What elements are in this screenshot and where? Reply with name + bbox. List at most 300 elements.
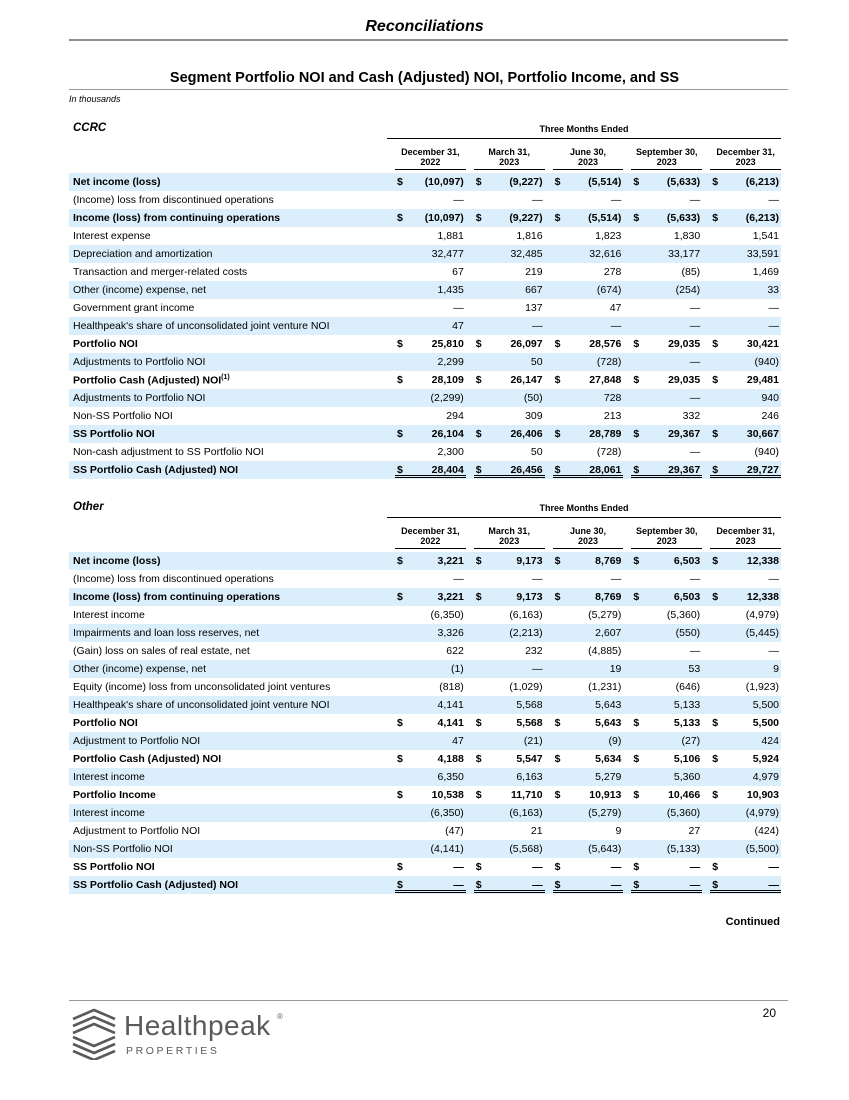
dollar-sign: $	[712, 861, 719, 873]
column-header-date: September 30,	[636, 147, 698, 157]
table-row	[69, 642, 781, 660]
value-cell	[623, 299, 702, 317]
table-row	[69, 768, 781, 786]
row-label: (Income) loss from discontinued operations	[73, 194, 274, 206]
value: 246	[761, 410, 779, 422]
value: 424	[761, 735, 779, 747]
section-label: CCRC	[73, 122, 107, 134]
column-header-year: 2023	[735, 536, 756, 546]
value: (9)	[608, 735, 622, 747]
value-cell	[702, 389, 781, 407]
value: 6,163	[516, 771, 543, 783]
value: 1,469	[752, 266, 779, 278]
value-cell	[623, 371, 702, 389]
table-row	[69, 624, 781, 642]
value-cell	[466, 840, 545, 858]
row-label: Adjustments to Portfolio NOI	[73, 356, 206, 368]
value-cell	[387, 173, 466, 191]
value-cell	[702, 552, 781, 570]
value: 32,477	[431, 248, 464, 260]
table-row	[69, 461, 781, 479]
value: 10,538	[431, 789, 464, 801]
value-cell	[466, 858, 545, 876]
dollar-sign: $	[712, 753, 719, 765]
value: 3,221	[437, 555, 464, 567]
column-header-date: March 31,	[488, 526, 530, 536]
value-cell	[466, 353, 545, 371]
row-label: SS Portfolio Cash (Adjusted) NOI	[73, 879, 239, 891]
value-cell	[387, 696, 466, 714]
dollar-sign: $	[475, 753, 482, 765]
value-cell	[702, 317, 781, 335]
value: —	[689, 302, 701, 314]
value: 2,300	[437, 446, 464, 458]
dollar-sign: $	[712, 212, 719, 224]
value-cell	[623, 281, 702, 299]
value: 2,607	[595, 627, 622, 639]
row-label-cell	[69, 876, 387, 894]
footnote-marker: (1)	[221, 373, 230, 381]
double-underline	[474, 890, 545, 893]
column-header-text	[710, 147, 781, 170]
column-header-text	[553, 526, 624, 549]
dollar-sign: $	[712, 374, 719, 386]
row-label: Government grant income	[73, 302, 195, 314]
value-cell	[623, 588, 702, 606]
column-header-year: 2022	[420, 157, 441, 167]
table-row	[69, 840, 781, 858]
value-cell	[466, 696, 545, 714]
value-cell	[387, 317, 466, 335]
value: (1,923)	[745, 681, 779, 693]
column-header-date: December 31,	[401, 147, 460, 157]
value-cell	[545, 786, 624, 804]
row-label-cell	[69, 461, 387, 479]
value-cell	[466, 552, 545, 570]
value: 3,326	[437, 627, 464, 639]
table-row	[69, 786, 781, 804]
value-cell	[702, 660, 781, 678]
value: —	[689, 446, 701, 458]
value: (940)	[754, 446, 779, 458]
value-cell	[702, 876, 781, 894]
value-cell	[623, 624, 702, 642]
column-header-date: September 30,	[636, 526, 698, 536]
value-cell	[387, 750, 466, 768]
value-cell	[702, 786, 781, 804]
value-cell	[623, 660, 702, 678]
value-cell	[387, 425, 466, 443]
dollar-sign: $	[397, 428, 403, 440]
value: —	[768, 302, 779, 314]
column-header	[623, 521, 702, 552]
table-row	[69, 822, 781, 840]
value-cell	[702, 804, 781, 822]
value-cell	[466, 570, 545, 588]
row-label-cell	[69, 245, 387, 263]
table-row	[69, 299, 781, 317]
value: 30,421	[746, 338, 779, 350]
value: —	[532, 663, 543, 675]
row-label: Transaction and merger-related costs	[73, 266, 248, 278]
value: 47	[609, 302, 622, 314]
column-header-date: December 31,	[716, 526, 775, 536]
value-cell	[702, 245, 781, 263]
double-underline	[553, 475, 624, 478]
value-cell	[623, 227, 702, 245]
value-cell	[387, 588, 466, 606]
value-cell	[702, 281, 781, 299]
column-header-text	[553, 147, 624, 170]
value-cell	[387, 407, 466, 425]
row-label-cell	[69, 642, 387, 660]
value: 28,576	[589, 338, 622, 350]
row-label-cell	[69, 191, 387, 209]
value-cell	[545, 407, 624, 425]
column-header	[623, 142, 702, 173]
value: (728)	[596, 356, 622, 368]
row-label: Portfolio NOI	[73, 338, 138, 350]
value: —	[768, 645, 779, 657]
value-cell	[623, 245, 702, 263]
row-label: Equity (income) loss from unconsolidated joint ventures	[73, 681, 331, 693]
value: —	[768, 879, 779, 891]
value: —	[768, 861, 779, 873]
dollar-sign: $	[633, 861, 640, 873]
value-cell	[702, 371, 781, 389]
dollar-sign: $	[475, 338, 482, 350]
value: —	[689, 861, 701, 873]
column-header-text	[631, 147, 702, 170]
double-underline	[631, 475, 702, 478]
value: —	[689, 879, 701, 891]
value: 4,188	[437, 753, 464, 765]
value: (5,500)	[745, 843, 779, 855]
table-row	[69, 407, 781, 425]
value: 5,634	[595, 753, 622, 765]
value-cell	[545, 624, 624, 642]
value: 11,710	[511, 789, 543, 801]
value: (47)	[445, 825, 464, 837]
dollar-sign: $	[475, 591, 482, 603]
value-cell	[545, 660, 624, 678]
value-cell	[623, 750, 702, 768]
table-row	[69, 245, 781, 263]
value-cell	[545, 642, 624, 660]
footer-rule	[69, 1000, 788, 1001]
value-cell	[387, 732, 466, 750]
column-header-text	[395, 147, 466, 170]
row-label-cell	[69, 371, 387, 389]
value-cell	[387, 227, 466, 245]
value-cell	[387, 353, 466, 371]
row-label-cell	[69, 588, 387, 606]
value-cell	[466, 732, 545, 750]
value-cell	[387, 714, 466, 732]
row-label-cell	[69, 209, 387, 227]
value-cell	[545, 173, 624, 191]
row-label: Adjustment to Portfolio NOI	[73, 735, 201, 747]
value: —	[768, 573, 779, 585]
column-header-date: December 31,	[401, 526, 460, 536]
dollar-sign: $	[712, 428, 719, 440]
row-label-cell	[69, 804, 387, 822]
row-label-cell	[69, 173, 387, 191]
column-header	[466, 521, 545, 552]
value-cell	[387, 858, 466, 876]
value: 6,503	[673, 555, 701, 567]
dollar-sign: $	[554, 717, 561, 729]
value-cell	[702, 588, 781, 606]
value: 1,823	[595, 230, 622, 242]
value-cell	[623, 425, 702, 443]
value: 47	[452, 735, 464, 747]
dollar-sign: $	[712, 879, 719, 891]
dollar-sign: $	[554, 374, 561, 386]
value-cell	[545, 335, 624, 353]
value: 5,133	[673, 699, 701, 711]
dollar-sign: $	[633, 717, 640, 729]
value-cell	[623, 389, 702, 407]
row-label: Income (loss) from continuing operations	[73, 591, 281, 603]
reconciliation-table	[69, 142, 781, 479]
double-underline	[474, 475, 545, 478]
value-cell	[387, 263, 466, 281]
value-cell	[466, 822, 545, 840]
column-header-text	[710, 526, 781, 549]
value-cell	[545, 317, 624, 335]
value-cell	[702, 822, 781, 840]
value: (674)	[596, 284, 622, 296]
value: —	[453, 302, 464, 314]
value-cell	[387, 552, 466, 570]
column-header-date: June 30,	[569, 526, 606, 536]
value-cell	[623, 768, 702, 786]
value: (5,279)	[588, 807, 622, 819]
value: (4,979)	[745, 807, 779, 819]
value: (6,213)	[745, 212, 779, 224]
dollar-sign: $	[712, 464, 719, 476]
dollar-sign: $	[475, 717, 482, 729]
value-cell	[702, 642, 781, 660]
value: (6,213)	[745, 176, 779, 188]
column-header-date: March 31,	[488, 147, 530, 157]
value-cell	[387, 840, 466, 858]
value-cell	[545, 425, 624, 443]
value: 1,881	[437, 230, 464, 242]
table-row	[69, 443, 781, 461]
value: —	[689, 194, 701, 206]
value: —	[689, 392, 701, 404]
value-cell	[466, 443, 545, 461]
value-cell	[466, 461, 545, 479]
column-header	[545, 521, 624, 552]
value: (5,360)	[666, 807, 701, 819]
value: 25,810	[431, 338, 464, 350]
value: —	[689, 573, 701, 585]
row-label-cell	[69, 335, 387, 353]
value: 5,133	[673, 717, 701, 729]
value: (9,227)	[509, 212, 543, 224]
value: 1,541	[752, 230, 779, 242]
value-cell	[545, 858, 624, 876]
row-label: SS Portfolio Cash (Adjusted) NOI	[73, 464, 239, 476]
value-cell	[545, 714, 624, 732]
value-cell	[623, 642, 702, 660]
value: 53	[688, 663, 701, 675]
table-row	[69, 552, 781, 570]
table-row	[69, 317, 781, 335]
row-label-cell	[69, 425, 387, 443]
value-cell	[466, 660, 545, 678]
value: (6,350)	[430, 609, 464, 621]
table-row	[69, 732, 781, 750]
dollar-sign: $	[397, 789, 403, 801]
value-cell	[466, 263, 545, 281]
table-row	[69, 209, 781, 227]
value-cell	[466, 371, 545, 389]
value-cell	[702, 425, 781, 443]
value-cell	[623, 191, 702, 209]
dollar-sign: $	[633, 374, 640, 386]
row-label: Interest income	[73, 609, 145, 621]
value: 940	[761, 392, 779, 404]
value-cell	[387, 786, 466, 804]
value-cell	[702, 858, 781, 876]
column-header-text	[395, 526, 466, 549]
column-header-year: 2023	[577, 157, 598, 167]
value-cell	[545, 245, 624, 263]
row-label-cell	[69, 786, 387, 804]
value: 10,466	[668, 789, 701, 801]
dollar-sign: $	[633, 464, 640, 476]
dollar-sign: $	[397, 212, 403, 224]
value: —	[610, 194, 622, 206]
value-cell	[466, 624, 545, 642]
value-cell	[702, 299, 781, 317]
double-underline	[395, 475, 466, 478]
column-header	[387, 142, 466, 173]
value: (6,163)	[509, 609, 543, 621]
value-cell	[545, 371, 624, 389]
value: 28,404	[431, 464, 464, 476]
row-label-cell	[69, 317, 387, 335]
value-cell	[702, 678, 781, 696]
dollar-sign: $	[554, 338, 561, 350]
row-label-cell	[69, 353, 387, 371]
value: —	[532, 194, 543, 206]
double-underline	[553, 890, 624, 893]
column-header-year: 2022	[420, 536, 441, 546]
row-label: Non-cash adjustment to SS Portfolio NOI	[73, 446, 264, 458]
value: 309	[525, 410, 543, 422]
row-label-cell	[69, 443, 387, 461]
table-row	[69, 570, 781, 588]
table-row	[69, 173, 781, 191]
value: 1,816	[516, 230, 543, 242]
value: (254)	[675, 284, 701, 296]
dollar-sign: $	[554, 176, 561, 188]
value-cell	[623, 714, 702, 732]
column-header	[702, 142, 781, 173]
dollar-sign: $	[712, 555, 719, 567]
value: (728)	[596, 446, 622, 458]
table-row	[69, 335, 781, 353]
row-label: Healthpeak's share of unconsolidated joint venture NOI	[73, 320, 330, 332]
value-cell	[702, 624, 781, 642]
value-cell	[466, 750, 545, 768]
dollar-sign: $	[712, 591, 719, 603]
value-cell	[466, 209, 545, 227]
value: 5,568	[516, 699, 543, 711]
value: 29,035	[668, 374, 701, 386]
value-cell	[623, 876, 702, 894]
value: 332	[682, 410, 701, 422]
column-header-date: June 30,	[569, 147, 606, 157]
dollar-sign: $	[712, 789, 719, 801]
value: 50	[530, 356, 543, 368]
row-label-cell	[69, 570, 387, 588]
dollar-sign: $	[397, 338, 403, 350]
value-cell	[623, 317, 702, 335]
row-label: (Gain) loss on sales of real estate, net	[73, 645, 250, 657]
row-label: SS Portfolio NOI	[73, 428, 155, 440]
dollar-sign: $	[712, 176, 719, 188]
row-label: Portfolio Cash (Adjusted) NOI	[73, 374, 222, 387]
dollar-sign: $	[397, 176, 403, 188]
period-header: Three Months Ended	[539, 503, 629, 513]
value-cell	[466, 678, 545, 696]
table-row	[69, 678, 781, 696]
value-cell	[623, 822, 702, 840]
value-cell	[545, 299, 624, 317]
dollar-sign: $	[712, 717, 719, 729]
value-cell	[466, 407, 545, 425]
value: 6,503	[673, 591, 701, 603]
value: 10,903	[746, 789, 779, 801]
dollar-sign: $	[554, 861, 561, 873]
value: (1)	[450, 663, 464, 675]
dollar-sign: $	[397, 753, 403, 765]
value-cell	[387, 570, 466, 588]
value: (4,141)	[430, 843, 464, 855]
value-cell	[702, 335, 781, 353]
value: —	[610, 320, 622, 332]
value-cell	[466, 317, 545, 335]
value-cell	[702, 696, 781, 714]
table-row	[69, 876, 781, 894]
table-row	[69, 389, 781, 407]
row-label-cell	[69, 407, 387, 425]
value: —	[768, 320, 779, 332]
period-header-rule	[387, 517, 781, 518]
value: (10,097)	[424, 212, 464, 224]
value-cell	[623, 461, 702, 479]
value-cell	[702, 227, 781, 245]
value: 5,500	[752, 717, 779, 729]
value-cell	[623, 786, 702, 804]
dollar-sign: $	[475, 879, 482, 891]
table-row	[69, 858, 781, 876]
value: 12,338	[746, 591, 779, 603]
value-cell	[545, 389, 624, 407]
value-cell	[702, 173, 781, 191]
dollar-sign: $	[475, 861, 482, 873]
value-cell	[387, 281, 466, 299]
value: (1,231)	[588, 681, 622, 693]
row-label: Interest income	[73, 807, 145, 819]
row-label-cell	[69, 263, 387, 281]
